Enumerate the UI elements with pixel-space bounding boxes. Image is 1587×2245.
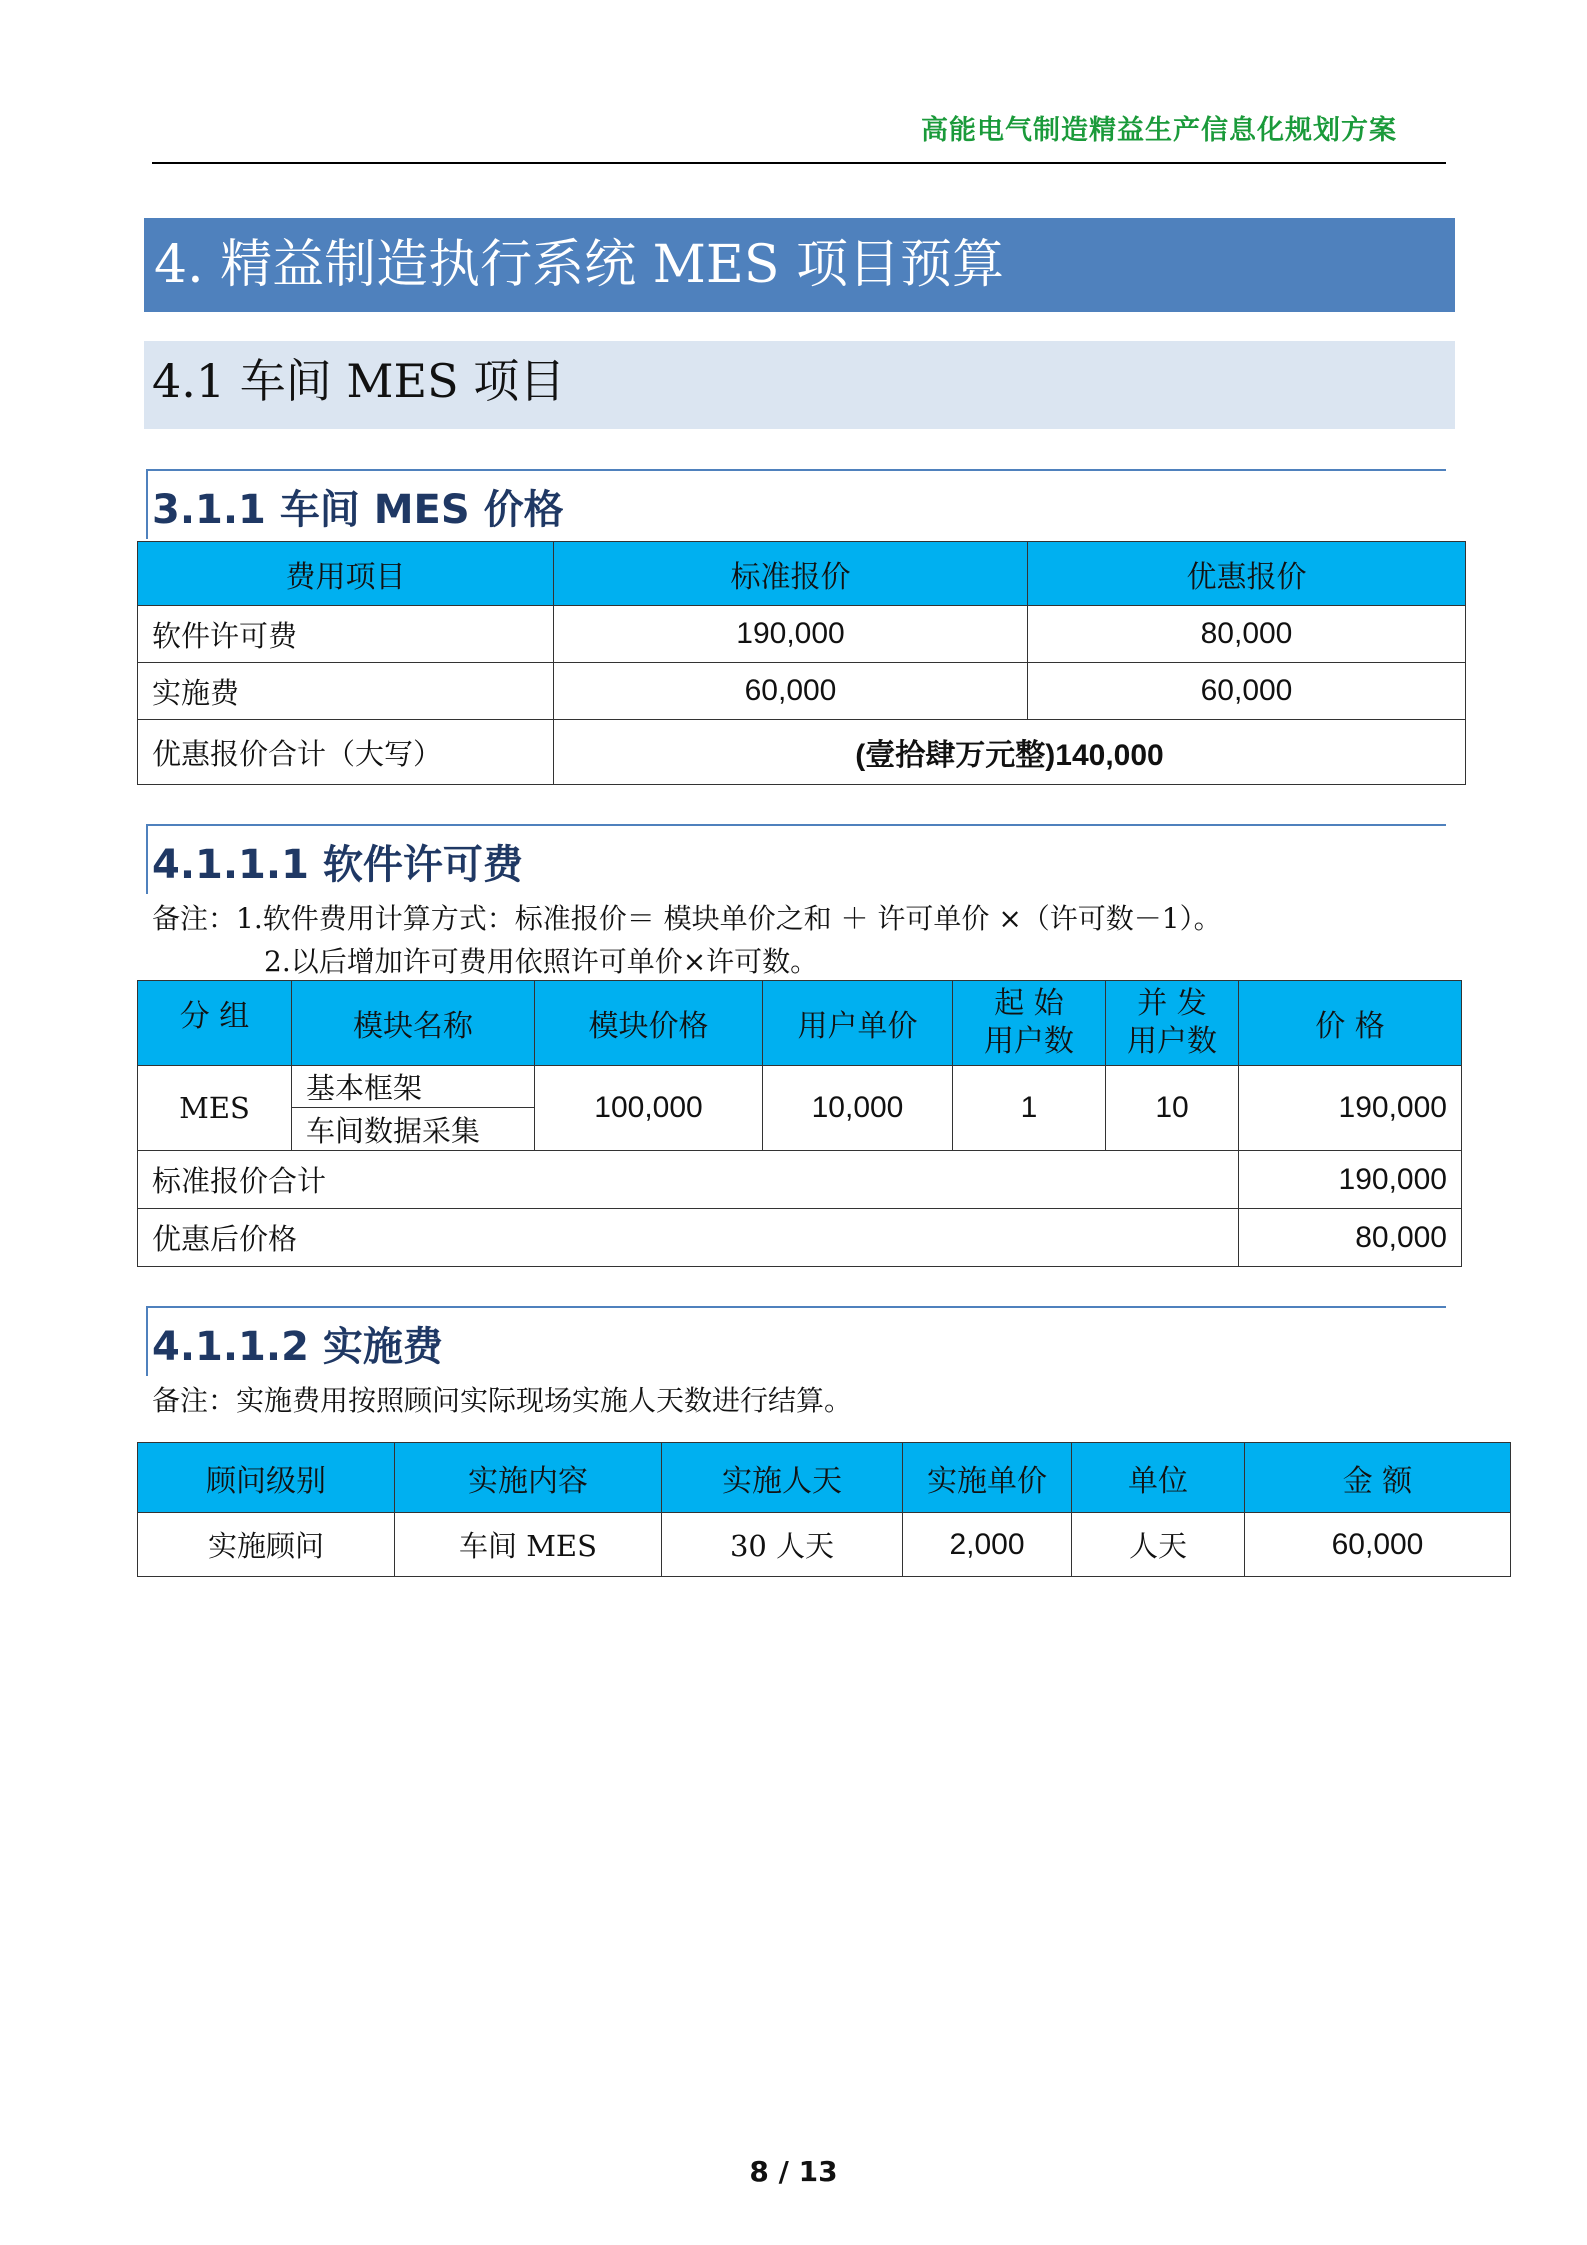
cell: 10 <box>1106 1066 1239 1151</box>
table-row <box>138 1513 1511 1577</box>
cell: 车间数据采集 <box>292 1108 535 1151</box>
cell: (壹拾肆万元整)140,000 <box>554 720 1466 785</box>
table-row <box>138 663 1466 720</box>
col-header: 模块名称 <box>292 981 535 1066</box>
col-header: 价 格 <box>1239 981 1462 1066</box>
cell: 优惠后价格 <box>138 1209 1239 1267</box>
implementation-table <box>137 1442 1511 1577</box>
cell: 80,000 <box>1028 606 1466 663</box>
cell: 1 <box>953 1066 1106 1151</box>
cell: 10,000 <box>763 1066 953 1151</box>
cell: 2,000 <box>903 1513 1072 1577</box>
col-header: 实施人天 <box>662 1443 903 1513</box>
heading-2: 4.1 车间 MES 项目 <box>144 341 1455 429</box>
heading-3-price: 3.1.1 车间 MES 价格 <box>152 487 564 533</box>
price-table <box>137 541 1466 785</box>
col-header: 金 额 <box>1245 1443 1511 1513</box>
col-header: 起 始 用户数 <box>953 981 1106 1066</box>
heading-1: 4. 精益制造执行系统 MES 项目预算 <box>144 218 1455 312</box>
col-header: 实施单价 <box>903 1443 1072 1513</box>
col-header: 单位 <box>1072 1443 1245 1513</box>
col-header: 顾问级别 <box>138 1443 395 1513</box>
cell: 实施费 <box>138 663 554 720</box>
cell: 软件许可费 <box>138 606 554 663</box>
heading-bar <box>146 1306 148 1376</box>
cell: 60,000 <box>1245 1513 1511 1577</box>
cell: 人天 <box>1072 1513 1245 1577</box>
cell: 60,000 <box>554 663 1028 720</box>
cell: 60,000 <box>1028 663 1466 720</box>
cell: 基本框架 <box>292 1066 535 1108</box>
heading-rule <box>146 824 1446 826</box>
table-row <box>138 720 1466 785</box>
col-header: 实施内容 <box>395 1443 662 1513</box>
cell: 190,000 <box>554 606 1028 663</box>
note-2: 2.以后增加许可费用依照许可单价×许可数。 <box>264 945 819 978</box>
table-row <box>138 1066 1462 1108</box>
col-header: 优惠报价 <box>1028 542 1466 606</box>
cell: MES <box>138 1066 292 1151</box>
heading-rule <box>146 1306 1446 1308</box>
note-1: 备注：1.软件费用计算方式：标准报价＝ 模块单价之和 ＋ 许可单价 ×（许可数－1）。 <box>152 902 1222 935</box>
col-header: 标准报价 <box>554 542 1028 606</box>
license-table <box>137 980 1462 1267</box>
col-header: 用户单价 <box>763 981 953 1066</box>
col-header: 分 组 <box>138 981 292 1066</box>
cell: 优惠报价合计（大写） <box>138 720 554 785</box>
heading-3-implementation: 4.1.1.2 实施费 <box>152 1324 443 1370</box>
cell: 190,000 <box>1239 1066 1462 1151</box>
table-row <box>138 1209 1462 1267</box>
heading-bar <box>146 824 148 894</box>
cell: 实施顾问 <box>138 1513 395 1577</box>
heading-3-license: 4.1.1.1 软件许可费 <box>152 842 523 888</box>
cell: 190,000 <box>1239 1151 1462 1209</box>
heading-bar <box>146 469 148 539</box>
header-divider <box>152 162 1446 164</box>
cell: 车间 MES <box>395 1513 662 1577</box>
cell: 80,000 <box>1239 1209 1462 1267</box>
col-header: 费用项目 <box>138 542 554 606</box>
running-header: 高能电气制造精益生产信息化规划方案 <box>921 115 1397 146</box>
table-row <box>138 606 1466 663</box>
page-number: 8 / 13 <box>749 2155 838 2188</box>
table-row <box>138 1151 1462 1209</box>
heading-rule <box>146 469 1446 471</box>
cell: 30 人天 <box>662 1513 903 1577</box>
cell: 100,000 <box>535 1066 763 1151</box>
col-header: 并 发 用户数 <box>1106 981 1239 1066</box>
cell: 标准报价合计 <box>138 1151 1239 1209</box>
note-implementation: 备注：实施费用按照顾问实际现场实施人天数进行结算。 <box>152 1384 853 1417</box>
col-header: 模块价格 <box>535 981 763 1066</box>
